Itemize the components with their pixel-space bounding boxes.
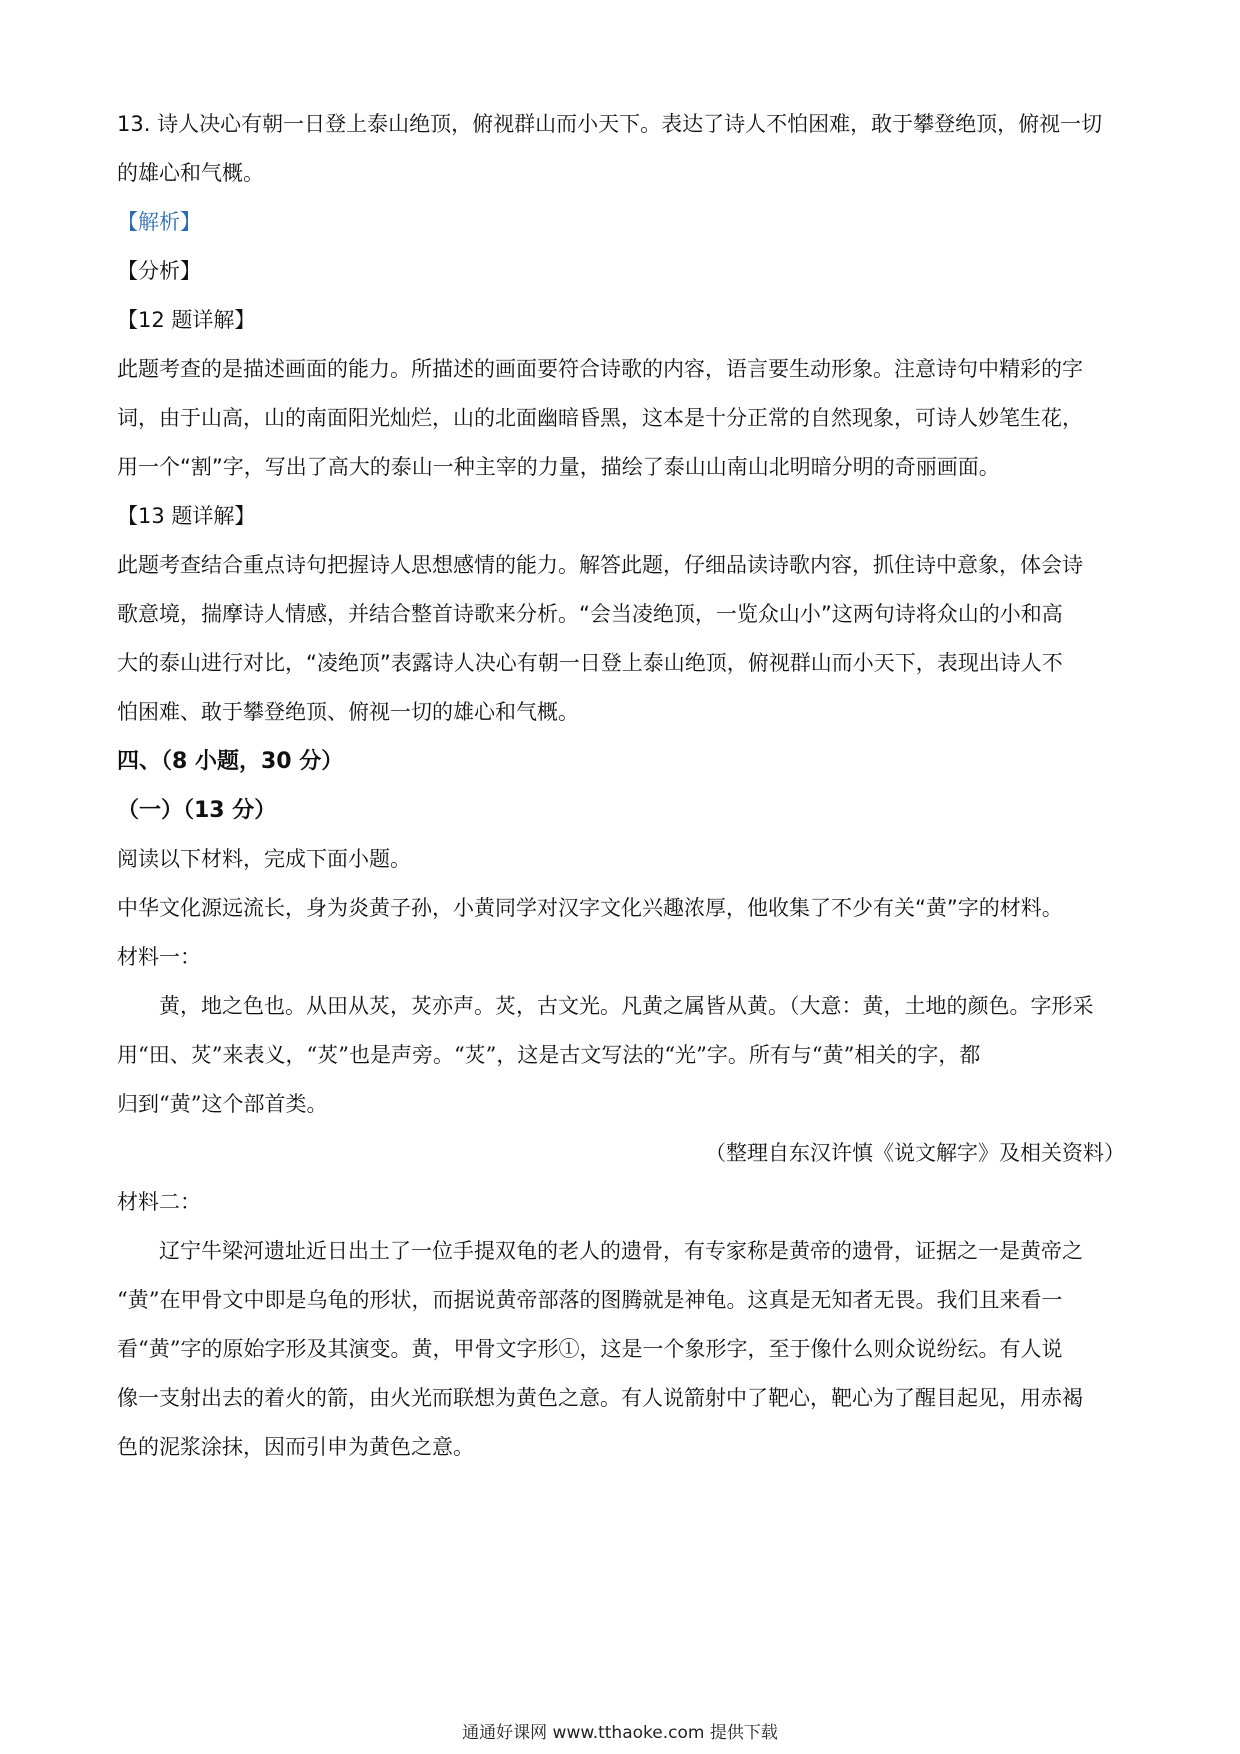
q12-detail-tag: 【12 题详解】 [117,308,256,332]
q13-detail-line: 歌意境，揣摩诗人情感，并结合整首诗歌来分析。“会当凌绝顶，一览众山小”这两句诗将众山的小和高 [117,602,1063,626]
instruction-text: 阅读以下材料，完成下面小题。 [117,847,411,871]
q12-detail-line: 用一个“割”字，写出了高大的泰山一种主宰的力量，描绘了泰山山南山北明暗分明的奇丽画面。 [117,455,1000,479]
material2-label: 材料二： [117,1190,201,1214]
q13-answer-line: 13. 诗人决心有朝一日登上泰山绝顶，俯视群山而小天下。表达了诗人不怕困难，敢于攀登绝顶，俯视一切 [117,112,1103,136]
document-page [117,100,1129,1472]
material1-text [117,982,1129,1129]
q13-detail-line: 此题考查结合重点诗句把握诗人思想感情的能力。解答此题，仔细品读诗歌内容，抓住诗中意象，体会诗 [117,553,1083,577]
material2-text [117,1227,1129,1472]
material1-source: （整理自东汉许慎《说文解字》及相关资料） [705,1141,1125,1165]
material1-line: 归到“黄”这个部首类。 [117,1092,328,1116]
material2-line: 辽宁牛梁河遗址近日出土了一位手提双龟的老人的遗骨，有专家称是黄帝的遗骨，证据之一是黄帝之 [159,1239,1083,1263]
q13-detail-line: 怕困难、敢于攀登绝顶、俯视一切的雄心和气概。 [117,700,579,724]
material2-line: 色的泥浆涂抹，因而引申为黄色之意。 [117,1435,474,1459]
footer-download-notice: 通通好课网 www.tthaoke.com 提供下载 [462,1723,778,1743]
section4-heading: 四、（8 小题，30 分） [117,749,344,774]
jiexi-tag: 【解析】 [117,210,201,234]
intro-text: 中华文化源远流长，身为炎黄子孙，小黄同学对汉字文化兴趣浓厚，他收集了不少有关“黄”字的材料。 [117,896,1063,920]
q12-detail-line: 此题考查的是描述画面的能力。所描述的画面要符合诗歌的内容，语言要生动形象。注意诗句中精彩的字 [117,357,1083,381]
q12-detail [117,345,1129,492]
material2-line: “黄”在甲骨文中即是乌龟的形状，而据说黄帝部落的图腾就是神龟。这真是无知者无畏。我们且来看一 [117,1288,1063,1312]
material2-line: 像一支射出去的着火的箭，由火光而联想为黄色之意。有人说箭射中了靶心，靶心为了醒目起见，用赤褐 [117,1386,1083,1410]
material1-label: 材料一： [117,945,201,969]
subsection1-heading: （一）（13 分） [117,798,277,823]
q13-detail [117,541,1129,737]
q13-detail-line: 大的泰山进行对比，“凌绝顶”表露诗人决心有朝一日登上泰山绝顶，俯视群山而小天下，表现出诗人不 [117,651,1063,675]
q13-detail-tag: 【13 题详解】 [117,504,256,528]
q13-answer-line: 的雄心和气概。 [117,161,264,185]
fenxi-tag: 【分析】 [117,259,201,283]
material2-line: 看“黄”字的原始字形及其演变。黄，甲骨文字形①，这是一个象形字，至于像什么则众说纷纭。有人说 [117,1337,1063,1361]
q13-answer [117,100,1129,198]
material1-line: 黄，地之色也。从田从炗，炗亦声。炗，古文光。凡黄之属皆从黄。（大意：黄，土地的颜色。字形采 [159,994,1094,1018]
q12-detail-line: 词，由于山高，山的南面阳光灿烂，山的北面幽暗昏黑，这本是十分正常的自然现象，可诗人妙笔生花， [117,406,1083,430]
material1-line: 用“田、炗”来表义，“炗”也是声旁。“炗”，这是古文写法的“光”字。所有与“黄”相关的字，都 [117,1043,981,1067]
